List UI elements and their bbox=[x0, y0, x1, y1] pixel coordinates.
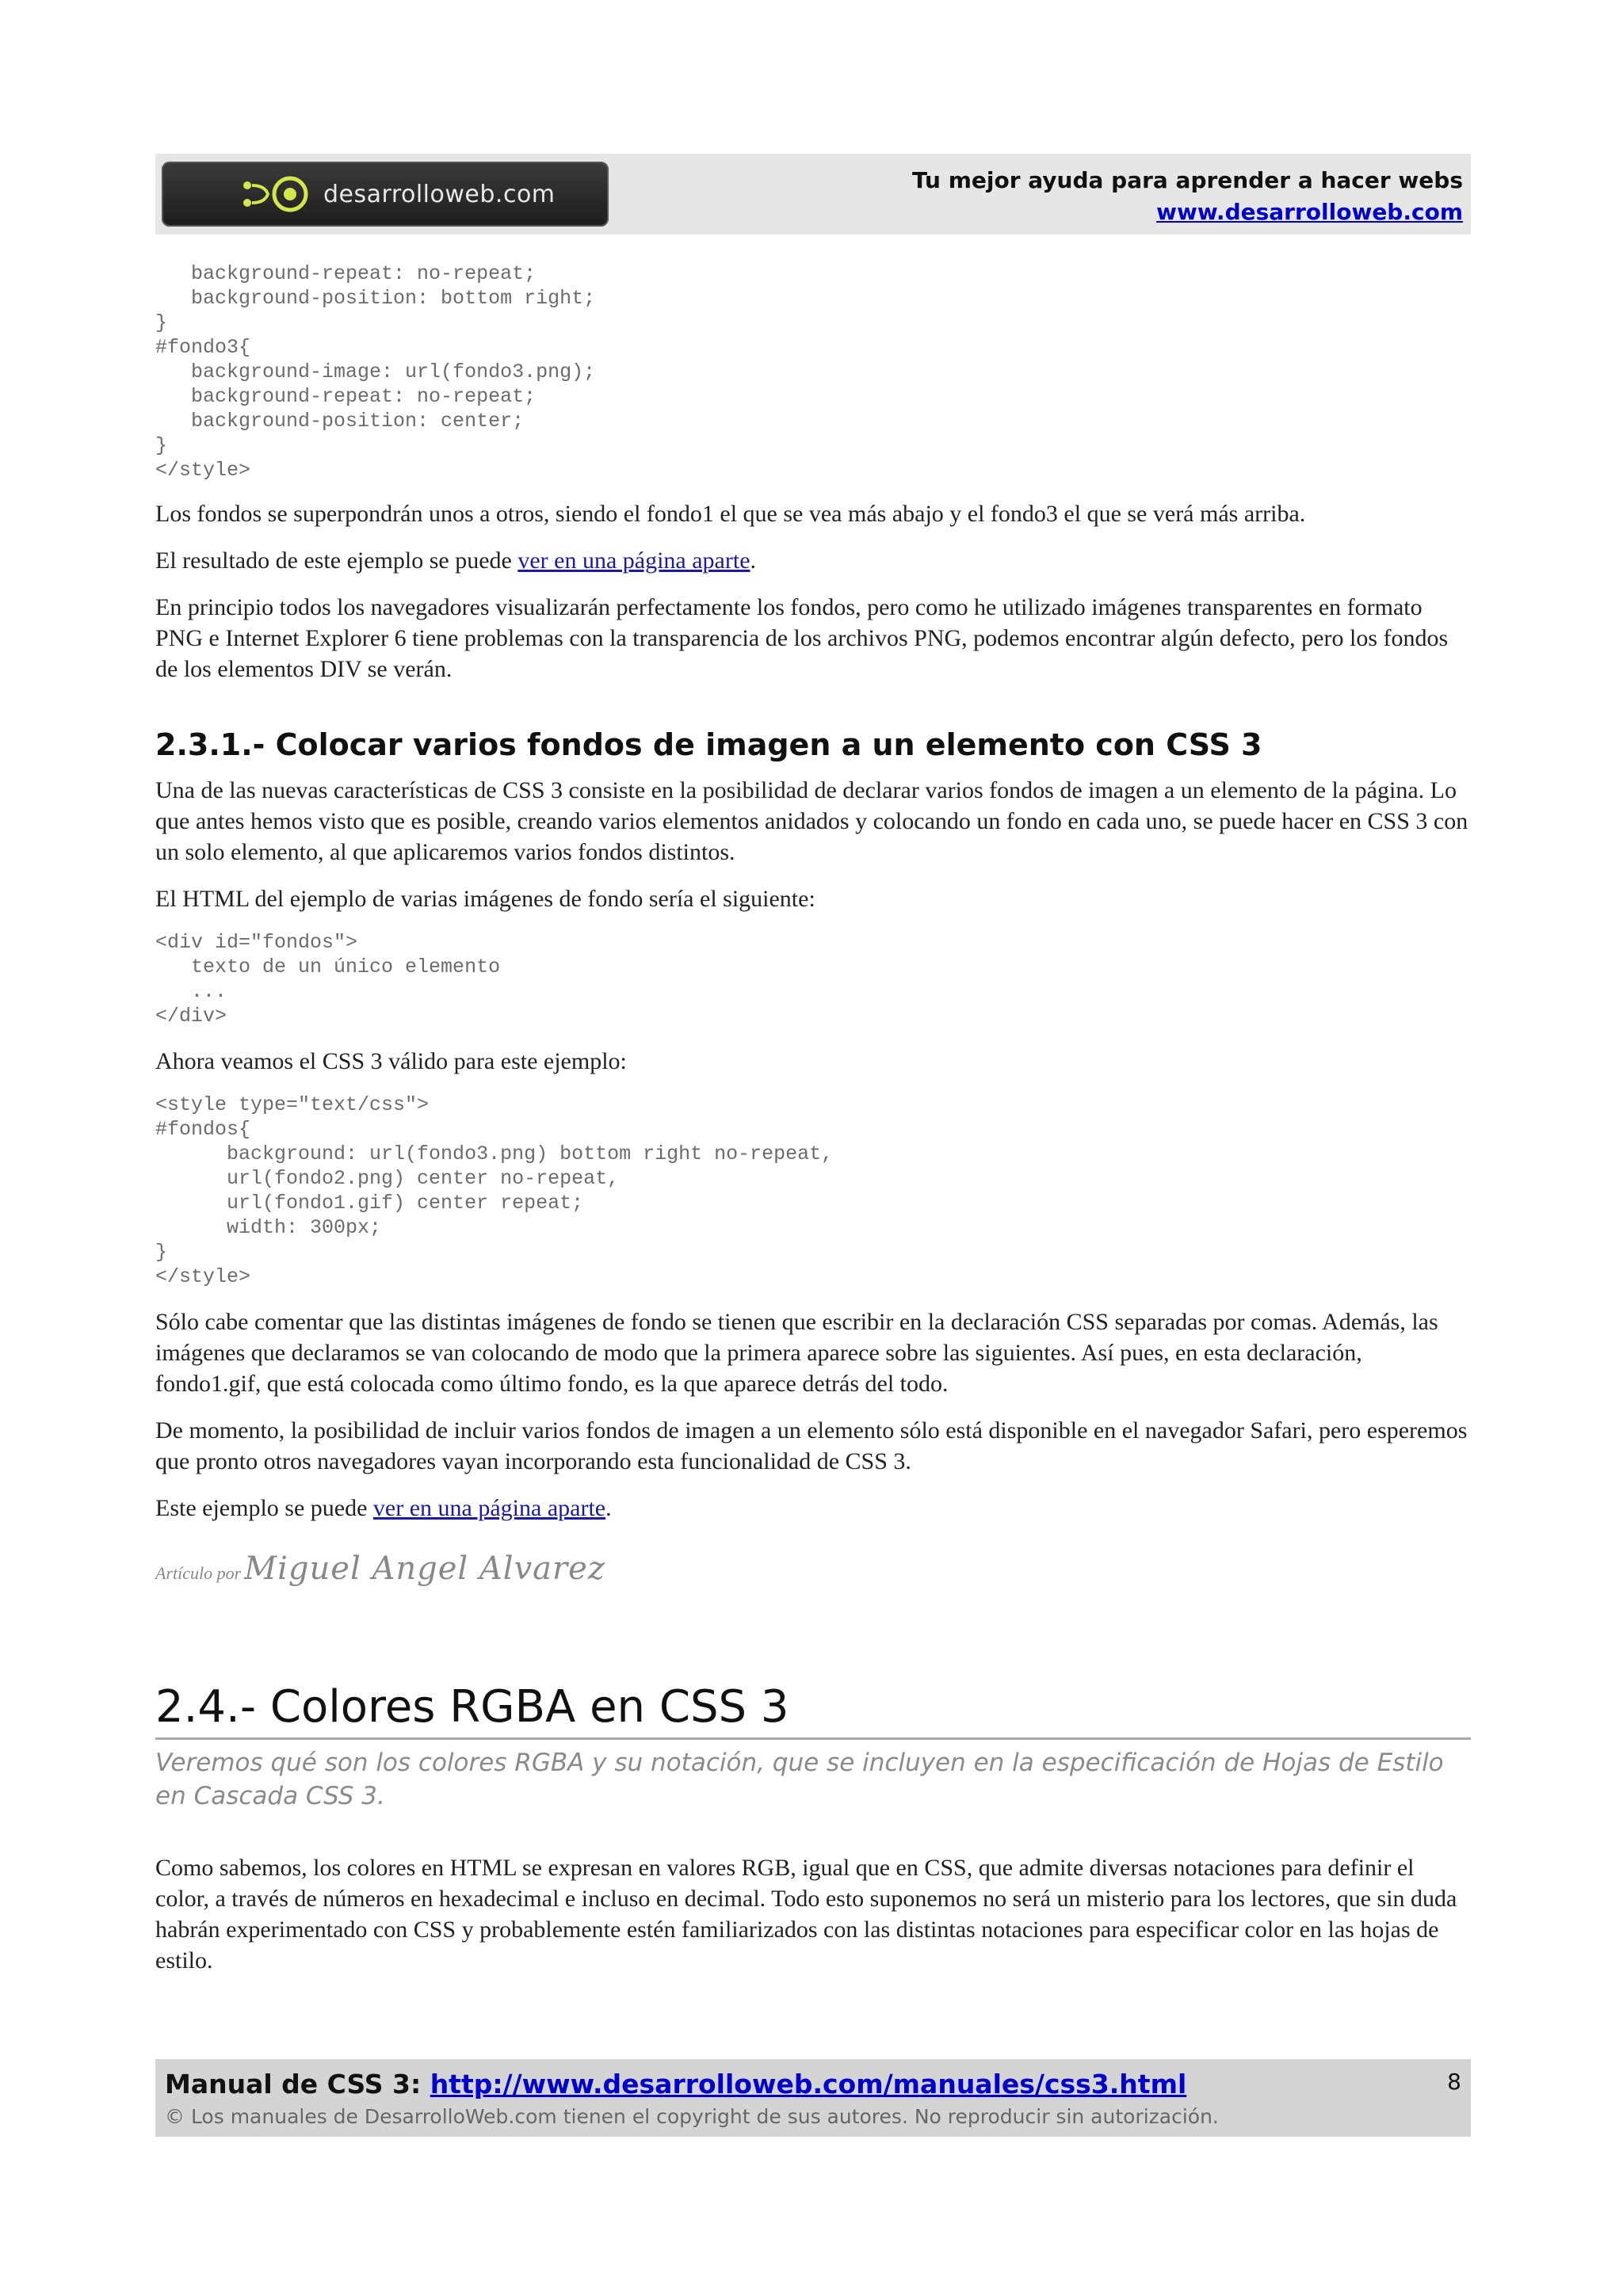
code-block-css: <style type="text/css"> #fondos{ background: url(fondo3.png) bottom right no-repeat, url(fondo2.png) center no-repeat, url(fondo1.gif) center repeat; width: 300px; } </style> bbox=[155, 1093, 834, 1288]
author-byline bbox=[155, 1550, 1471, 1587]
header-tagline-block bbox=[912, 165, 1463, 228]
section-heading: 2.3.1.- Colocar varios fondos de imagen a un elemento con CSS 3 bbox=[155, 727, 1262, 762]
site-logo[interactable] bbox=[162, 162, 609, 227]
page-footer bbox=[155, 2059, 1471, 2137]
text-fragment: . bbox=[750, 547, 757, 574]
paragraph-ejemplo-aparte bbox=[155, 1493, 1471, 1524]
paragraph-colores: Como sabemos, los colores en HTML se expresan en valores RGB, igual que en CSS, que admite diversas notaciones para definir el color, a través de números en hexadecimal e incluso en decimal. Todo esto suponemos no será un misterio para los lectores, que sin duda habrán experimentado con CSS y probablemente estén familiarizados con las distintas notaciones para especificar color en las hojas de estilo. bbox=[155, 1855, 1457, 1974]
footer-label: Manual de CSS 3: bbox=[165, 2069, 430, 2100]
text-fragment: Este ejemplo se puede bbox=[155, 1495, 373, 1521]
text-fragment: . bbox=[605, 1495, 612, 1521]
footer-title bbox=[165, 2069, 1186, 2100]
example-link[interactable]: ver en una página aparte bbox=[372, 1495, 606, 1521]
paragraph-navegadores: En principio todos los navegadores visualizarán perfectamente los fondos, pero como he utilizado imágenes transparentes en formato PNG e Internet Explorer 6 tiene problemas con la transparencia de los archivos PNG, podemos encontrar algún defecto, pero los fondos de los elementos DIV se verán. bbox=[155, 594, 1449, 682]
paragraph-css-ejemplo: Ahora veamos el CSS 3 válido para este ejemplo: bbox=[155, 1048, 627, 1074]
paragraph-html-ejemplo: El HTML del ejemplo de varias imágenes de fondo sería el siguiente: bbox=[155, 886, 815, 912]
paragraph-fondos-superpuestos: Los fondos se superpondrán unos a otros, siendo el fondo1 el que se vea más abajo y el fondo3 el que se verá más arriba. bbox=[155, 501, 1306, 527]
logo-text: desarrolloweb.com bbox=[323, 180, 556, 208]
paragraph-caracteristicas: Una de las nuevas características de CSS 3 consiste en la posibilidad de declarar varios fondos de imagen a un elemento de la página. Lo que antes hemos visto que es posible, creando varios elementos anidados y colocando un fondo en cada uno, se puede hacer en CSS 3 con un solo elemento, al que aplicaremos varios fondos distintos. bbox=[155, 777, 1468, 865]
header-tagline: Tu mejor ayuda para aprender a hacer webs bbox=[912, 167, 1463, 193]
code-block-continued: background-repeat: no-repeat; background-position: bottom right; } #fondo3{ background-image: url(fondo3.png); background-repeat: no-repeat; background-position: center; } </style> bbox=[155, 262, 596, 482]
text-fragment: El resultado de este ejemplo se puede bbox=[155, 547, 518, 574]
paragraph-resultado bbox=[155, 545, 1471, 576]
chapter-heading: 2.4.- Colores RGBA en CSS 3 bbox=[155, 1680, 1471, 1740]
chapter-subtitle: Veremos qué son los colores RGBA y su notación, que se incluyen en la especificación de Hojas de Estilo en Cascada CSS 3. bbox=[155, 1749, 1444, 1810]
page-content bbox=[155, 154, 1471, 1992]
page-number: 8 bbox=[1447, 2069, 1461, 2095]
footer-copyright: © Los manuales de DesarrolloWeb.com tienen el copyright de sus autores. No reproducir sin autorización. bbox=[165, 2105, 1219, 2128]
page-header bbox=[155, 154, 1471, 235]
paragraph-comentario: Sólo cabe comentar que las distintas imágenes de fondo se tienen que escribir en la declaración CSS separadas por comas. Además, las imágenes que declaramos se van colocando de modo que la primera aparece sobre las siguientes. Así pues, en esta declaración, fondo1.gif, que está colocada como último fondo, es la que aparece detrás del todo. bbox=[155, 1309, 1438, 1397]
example-link[interactable]: ver en una página aparte bbox=[517, 547, 750, 574]
code-block-html: <div id="fondos"> texto de un único elemento ... </div> bbox=[155, 931, 501, 1028]
byline-prefix: Artículo por bbox=[155, 1563, 242, 1583]
header-site-link[interactable]: www.desarrolloweb.com bbox=[1156, 199, 1463, 225]
paragraph-safari: De momento, la posibilidad de incluir varios fondos de imagen a un elemento sólo está disponible en el navegador Safari, pero esperemos que pronto otros navegadores vayan incorporando esta funcionalidad de CSS 3. bbox=[155, 1417, 1468, 1474]
byline-author: Miguel Angel Alvarez bbox=[244, 1550, 605, 1587]
footer-manual-link[interactable]: http://www.desarrolloweb.com/manuales/css3.html bbox=[430, 2069, 1187, 2100]
logo-mark-icon bbox=[241, 174, 320, 214]
